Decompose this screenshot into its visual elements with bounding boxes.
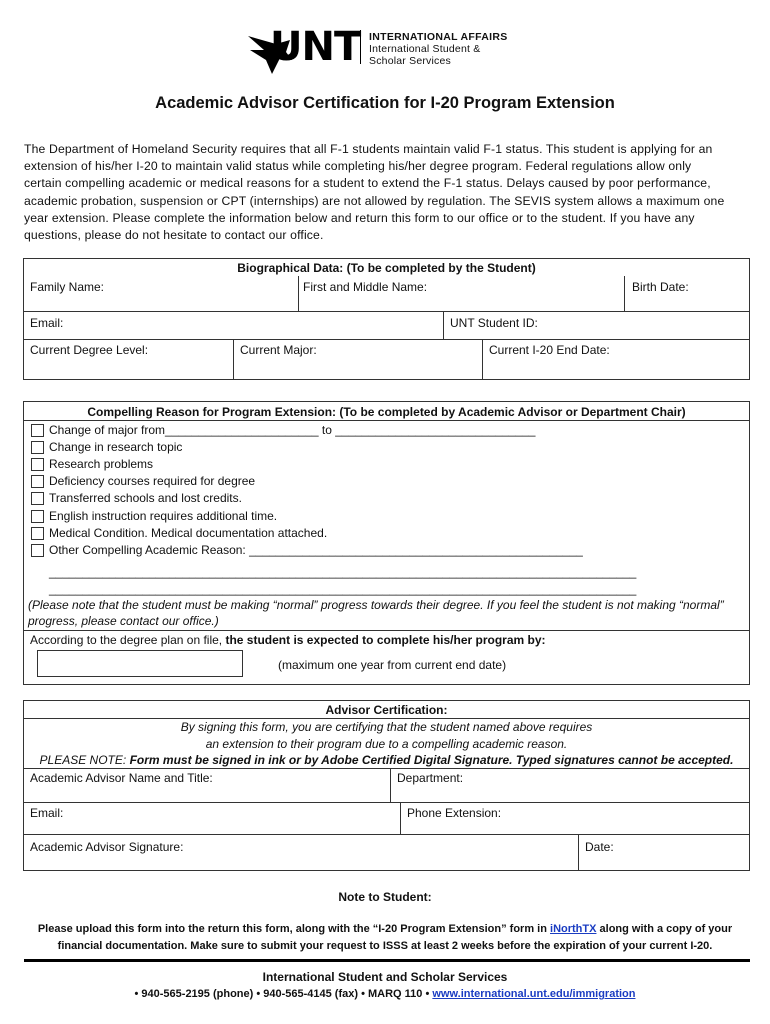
phone-extension-field[interactable]: Phone Extension: [407,806,502,820]
degree-plan-statement [30,633,546,647]
footer-contact [0,988,770,1000]
page-title: Academic Advisor Certification for I-20 Program Extension [155,94,615,112]
footer-org-name: International Student and Scholar Services [262,970,508,984]
org-line-2: International Student & [369,43,481,55]
student-email-field[interactable]: Email: [30,316,64,330]
i20-end-date-field[interactable]: Current I-20 End Date: [489,343,610,357]
checkbox-change-of-major[interactable] [31,424,44,437]
note-to-student-line-2: financial documentation. Make sure to submit your request to ISSS at least 2 weeks before the expiration of your current I-20. [57,940,713,952]
major-field[interactable]: Current Major: [240,343,317,357]
other-reason-line[interactable]: ________________________________________________________________________________________ [49,565,637,579]
checkbox-deficiency-courses[interactable] [31,475,44,488]
option-medical-condition: Medical Condition. Medical documentation attached. [49,526,328,540]
footer-contact-prefix: • 940-565-2195 (phone) • 940-565-4145 (fax) • MARQ 110 • [134,988,433,1000]
normal-progress-note: (Please note that the student must be making “normal” progress towards their degree. If you feel the student is not making “normal” progress, please contact our office.) [28,598,724,628]
max-extension-note: (maximum one year from current end date) [278,658,507,672]
checkbox-english-instruction[interactable] [31,510,44,523]
first-middle-name-field[interactable]: First and Middle Name: [303,280,428,294]
intro-paragraph: The Department of Homeland Security requires that all F-1 students maintain valid F-1 status. This student is applying for an extension of his/her I-20 to maintain valid status while completing his/her degree program. Federal regulations allow only certain compelling academic or medical reasons for a student to extend the F-1 status. Delays caused by poor performance, academic probation, suspension or CPT (internships) are not allowed by regulation. The SEVIS system allows a maximum one year extension. Please complete the information below and return this form to our office or to the student. If you have any questions, please do not hesitate to contact our office. [24,142,725,243]
footer-website-link[interactable]: www.international.unt.edu/immigration [432,988,636,1000]
option-change-of-major: Change of major from_______________________ to ______________________________ [49,423,536,437]
checkbox-research-problems[interactable] [31,458,44,471]
inorthtx-link[interactable]: iNorthTX [550,923,597,935]
unt-logo-text: UNT [270,24,361,70]
option-transferred-schools: Transferred schools and lost credits. [49,491,242,505]
signature-date-field[interactable]: Date: [585,840,614,854]
checkbox-other-reason[interactable] [31,544,44,557]
degree-level-field[interactable]: Current Degree Level: [30,343,149,357]
logo-divider [360,30,361,64]
footer-divider [24,959,750,962]
completion-date-input[interactable] [37,650,243,677]
option-research-problems: Research problems [49,457,154,471]
note-to-student-heading: Note to Student: [338,890,432,904]
certification-statement-1: By signing this form, you are certifying that the student named above requires [180,720,593,734]
option-english-instruction: English instruction requires additional time. [49,509,278,523]
advisor-email-field[interactable]: Email: [30,806,64,820]
note-to-student-line-1 [0,923,770,935]
note-text-before-link: Please upload this form into the return this form, along with the “I-20 Program Extension” form in [37,923,551,935]
advisor-certification-heading: Advisor Certification: [325,703,448,717]
degree-plan-bold: the student is expected to complete his/her program by: [225,633,546,647]
advisor-signature-field[interactable]: Academic Advisor Signature: [30,840,184,854]
biographical-section [23,258,750,380]
option-deficiency-courses: Deficiency courses required for degree [49,474,256,488]
option-other-reason: Other Compelling Academic Reason: __________________________________________________ [49,543,583,557]
degree-plan-prefix: According to the degree plan on file, [30,633,226,647]
please-note-label: PLEASE NOTE: [39,753,127,767]
org-line-1: INTERNATIONAL AFFAIRS [369,31,508,43]
please-note-bold: Form must be signed in ink or by Adobe Certified Digital Signature. Typed signatures cannot be accepted. [129,753,734,767]
checkbox-research-topic[interactable] [31,441,44,454]
birth-date-field[interactable]: Birth Date: [632,280,689,294]
option-research-topic: Change in research topic [49,440,183,454]
department-field[interactable]: Department: [397,771,464,785]
org-line-3: Scholar Services [369,55,451,67]
advisor-name-title-field[interactable]: Academic Advisor Name and Title: [30,771,213,785]
biographical-heading: Biographical Data: (To be completed by the Student) [237,261,536,275]
other-reason-line-2[interactable]: ________________________________________________________________________________________ [49,582,637,596]
signature-requirement-note [23,753,750,767]
certification-statement-2: an extension to their program due to a compelling academic reason. [205,737,568,751]
note-text-after-link: along with a copy of your [596,923,733,935]
student-id-field[interactable]: UNT Student ID: [450,316,538,330]
compelling-reason-heading: Compelling Reason for Program Extension: (To be completed by Academic Advisor or Department Chair) [87,405,686,419]
checkbox-transferred-schools[interactable] [31,492,44,505]
checkbox-medical-condition[interactable] [31,527,44,540]
family-name-field[interactable]: Family Name: [30,280,105,294]
